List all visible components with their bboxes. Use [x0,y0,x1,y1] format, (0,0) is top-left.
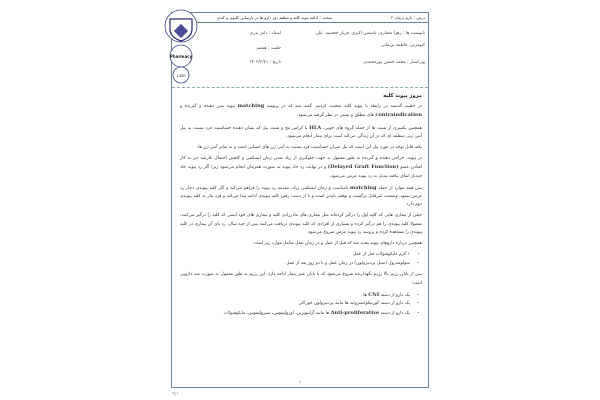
course-label: درس : دارو درمان ۲ [391,15,425,20]
pharmacy-logo-icon [161,9,201,89]
list-item: • ۱ گرم مایکوفنولات قبل از عمل [180,251,410,260]
paragraph: نکته قابل توجه در مورد پنل این است که پنل میزان حساسیت فرد نسبت به آنتی ژن های انسانی است و نه سایر آنتی ژن ها. [196,145,422,151]
svg-text:1400: 1400 [176,74,186,78]
info-block [169,22,428,88]
page-number: ۱ [298,379,302,384]
bullet-list [180,251,422,268]
paragraph: پس از پایان رژیم بالا رژیم نگهدارنده شروع می‌شود که تا پایان عمر بیمار ادامه دارد. این رژیم به طور معمول به صورت سه دارویی است: [180,272,422,286]
date: تاریخ : ۱۴۰۲/۲/۲۱ [249,60,281,65]
editor: ویراستار : محمد حسین پورمحمدی [363,60,425,65]
typists: تایپیست ها : زهرا مختاری، یاسمین اکبری، فرناز خجسته، علی [315,31,425,36]
teacher: استاد : دکتر بدری [249,31,281,36]
session: جلسه : هشتم [256,46,281,51]
topic-label: مبحث : ادامه پیوند کلیه و تنظیم دوز دارو ها در نارسایی کلیوی و کبدی [216,15,332,20]
list-item: • یک دارو از دسته Anti-proliferative ها مانند آزاتیوپرین، اورولیموس، سیرولیموس، مایکوفنولات [180,309,410,319]
bullet-list [180,291,422,319]
list-item: • یک دارو از دسته CNI ها [180,291,410,301]
document-body [180,92,422,322]
page-counter: ۹/۱ [172,391,180,397]
paragraph: همچنین یکسری از تست ها از جمله گروه های خونی، HLA یا کراس مچ و تست پنل که نشان دهنده حساسیت فرد نسبت به پنل آنتی ژنی منطقه ای که در آن زندگی می‌کند است برای بیمار انجام می‌شود. [180,124,422,139]
paragraph: همچنین درباره داروهای پیوند بحث شد که قبل از عمل و در زمان عمل شامل موارد زیر است: [252,241,422,247]
list-item: • سولومدرول (متیل پردنیزولون) در زمان عمل و تا دو روز بعد از عمل [180,260,410,269]
section-title: مرور پیوند کلیه [383,93,422,99]
paragraph: در پیوند، جراحی دهنده و گیرنده به طور معمول به جهت جلوگیری از زیاد شدن زمان ایسکمی و کاهش احتمال عارضه دیر به کار افتادن عضو (Delayed Graft Function) و در نهایت رد حاد پیوند به صورت همزمان انجام می‌شود زیرا اگر رد پیوند حاد چندبار اتفاق بیافتد تبدیل به رد پیوند مزمن می‌شود. [180,156,422,179]
typists-cont: کیومرثی، فاطمه نریمانی [380,43,425,48]
paragraph: پس همه موارد از جمله matching نامناسب و زمان ایسکمی زیاد، مقدمه رد پیوند را فراهم می‌کند و اگر کلیه پیوندی دچار رد مزمن بشود، وضعیت غیرقابل برگشت و توقف ناپذیر است و تا از دست رفتن کلیه پیوندی ادامه پیدا می‌کند و فرد نیاز به کلیه پیوندی دوم دارد. [180,184,422,208]
document-page [171,12,429,388]
svg-text:Pharmacy: Pharmacy [169,54,193,59]
paragraph: در جلسه گذشته در رابطه با پیوند کلیه صحبت کردیم. گفته شد که در پروسه matching پیوند سن دهنده و گیرنده و contraindication های مطلق و نسبی در نظر گرفته می‌شود. [180,103,422,119]
paragraph: خیلی از بیماری هایی که کلیه اول را درگیر کرده‌اند مثل بیماری های مادرزادی کلیه و بیماری های خود ایمنی که کلیه را درگیر می‌کنند، معمولا کلیه پیوندی را هم درگیر کرده و بسیاری از افرادی که کلیه پیوندی دریافت می‌کنند پس از چند سال، رد پای آن بیماری در کلیه پیوندی را مشاهده کرده و پروسه رد پیوند مزمن شروع می‌شود. [180,213,422,235]
list-item: • یک دارو از دسته کورتیکواستروئید ها مانند پردنیزولون خوراکی [180,300,410,309]
